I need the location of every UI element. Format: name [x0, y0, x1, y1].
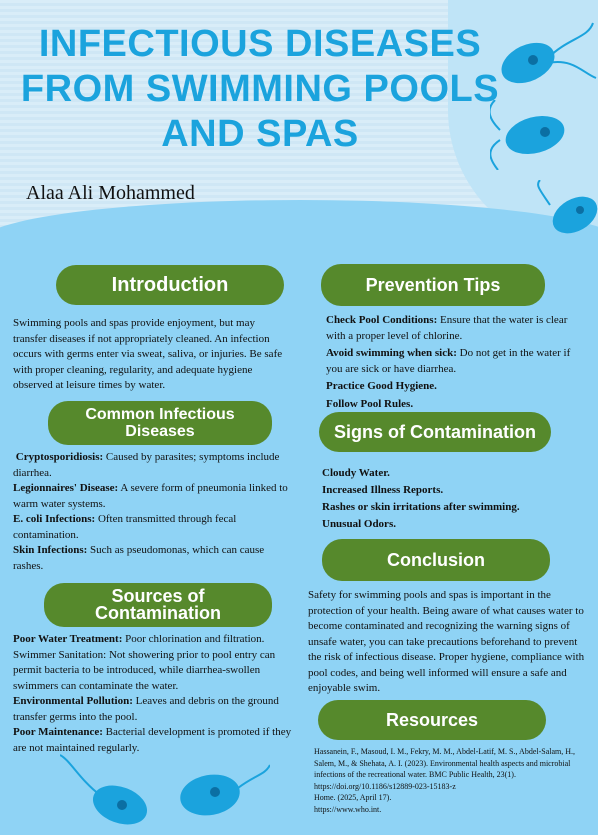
germ-icon — [535, 180, 598, 240]
list-item: Rashes or skin irritations after swimming. — [322, 501, 520, 513]
prevention-heading: Prevention Tips — [321, 264, 545, 306]
list-item: Swimmer Sanitation: Not showering prior to pool entry can permit bacteria to be introduced, while diarrhea-swollen swimmers can contaminate the water. — [13, 648, 276, 692]
sources-heading: Sources of Contamination — [44, 583, 272, 627]
reference-text: Hassanein, F., Masoud, I. M., Fekry, M. M., Abdel-Latif, M. S., Abdel-Salam, H., Salem, M., & Shehata, A. I. (2023). Environmental health aspects and microbial infections of the recreational water. BMC Public Health, 23(1). — [314, 747, 576, 779]
signs-list — [322, 465, 584, 533]
list-item: Cryptosporidiosis: Caused by parasites; symptoms include diarrhea. — [13, 451, 280, 479]
list-item: Practice Good Hygiene. — [326, 380, 437, 392]
list-item: Legionnaires' Disease: A severe form of pneumonia linked to warm water systems. — [13, 482, 288, 510]
reference-link[interactable]: https://www.who.int. — [314, 804, 382, 814]
introduction-heading: Introduction — [56, 265, 284, 305]
author-name: Alaa Ali Mohammed — [26, 182, 195, 204]
conclusion-paragraph: Safety for swimming pools and spas is important in the protection of your health. Being aware of what causes water to become contaminated and recognizing the warning signs of unsafe water, you can take precautions beforehand to prevent the risk of infectious disease. Proper hygiene, compliance with pool codes, and being well informed will ensure a safe and enjoyable swim. — [308, 589, 585, 694]
wave-decoration — [0, 200, 598, 270]
prevention-list — [326, 313, 584, 412]
list-item: Poor Maintenance: Bacterial development is promoted if they are not maintained regularly. — [13, 726, 292, 754]
reference-link[interactable]: https://doi.org/10.1186/s12889-023-15183-z — [314, 781, 456, 791]
diseases-list — [13, 450, 291, 574]
list-item: Environmental Pollution: Leaves and debris on the ground transfer germs into the pool. — [13, 695, 279, 723]
list-item: E. coli Infections: Often transmitted through fecal contamination. — [13, 513, 237, 541]
list-item: Poor Water Treatment: Poor chlorination and filtration. — [13, 633, 265, 645]
list-item: Unusual Odors. — [322, 518, 396, 530]
resources-heading: Resources — [318, 700, 546, 740]
conclusion-text — [308, 588, 590, 697]
list-item: Follow Pool Rules. — [326, 397, 414, 410]
list-item: Increased Illness Reports. — [322, 484, 444, 496]
introduction-paragraph: Swimming pools and spas provide enjoyment, but may transfer diseases if not appropriately cleaned. An infection occurs with germs enter via sweat, saliva, or injuries. Be safe with proper cleaning, regularity, and adequate hygiene observed at leisure times by water. — [13, 317, 283, 391]
signs-heading: Signs of Contamination — [319, 412, 551, 452]
poster-title: INFECTIOUS DISEASES FROM SWIMMING POOLS AND SPAS — [20, 23, 500, 155]
resources-list — [314, 746, 586, 815]
diseases-heading: Common Infectious Diseases — [48, 401, 272, 445]
list-item: Check Pool Conditions: Ensure that the water is clear with a proper level of chlorine. — [326, 314, 568, 342]
sources-list — [13, 632, 303, 756]
list-item: Skin Infections: Such as pseudomonas, which can cause rashes. — [13, 544, 265, 572]
list-item: Avoid swimming when sick: Do not get in the water if you are sick or have diarrhea. — [326, 347, 571, 375]
conclusion-heading: Conclusion — [322, 539, 550, 581]
list-item: Cloudy Water. — [322, 467, 390, 479]
reference-text: Home. (2025, April 17). — [314, 793, 392, 802]
germ-icon — [60, 750, 270, 835]
introduction-text — [13, 316, 291, 394]
